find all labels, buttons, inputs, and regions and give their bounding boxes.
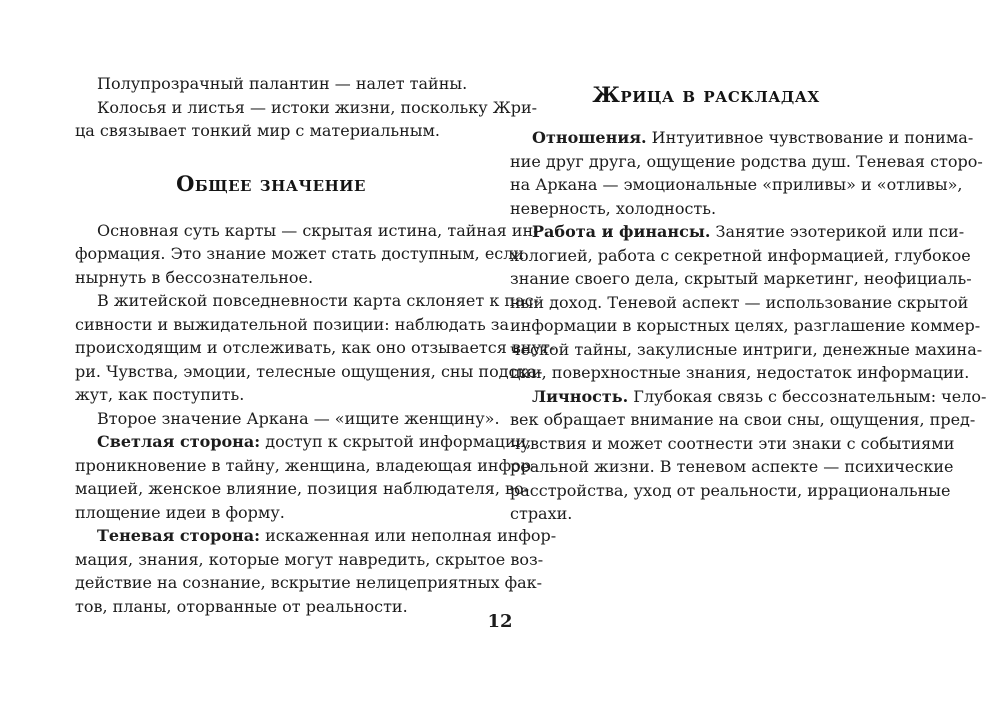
text-line: нырнуть в бессознательное.: [75, 267, 314, 287]
text-line: Основная суть карты — скрытая истина, тайная ин-: [97, 220, 539, 240]
text-line: ческой тайны, закулисные интриги, денежные махина-: [510, 339, 983, 359]
text-line: [510, 385, 987, 409]
text-line: неверность, холодность.: [510, 198, 717, 218]
text-run: доступ к скрытой информации,: [260, 432, 532, 451]
personality-label: Личность.: [532, 386, 629, 406]
text-line: [510, 126, 974, 150]
text-line: век обращает внимание на свои сны, ощущения, пред-: [510, 410, 976, 429]
text-line: формация. Это знание может стать доступным, если: [75, 244, 525, 263]
text-line: сивности и выжидательной позиции: наблюдать за: [75, 314, 510, 334]
text-line: чувствия и может соотнести эти знаки с событиями: [510, 433, 955, 453]
text-line: ца связывает тонкий мир с материальным.: [75, 121, 440, 140]
text-line: мация, знания, которые могут навредить, скрытое воз-: [75, 549, 544, 569]
work-finance-label: Работа и финансы.: [532, 222, 711, 241]
text-line: на Аркана — эмоциональные «приливы» и «отливы»,: [510, 175, 963, 194]
text-line: страхи.: [510, 504, 573, 523]
text-line: [75, 430, 532, 454]
relationships-label: Отношения.: [532, 128, 647, 147]
section-heading-priestess-in-spreads: Жрица в раскладах: [592, 82, 820, 107]
text-line: Полупрозрачный палантин — налет тайны.: [97, 74, 468, 93]
text-run: искаженная или неполная инфор-: [260, 526, 557, 545]
text-line: реальной жизни. В теневом аспекте — психические: [510, 457, 954, 476]
text-line: площение идеи в форму.: [75, 502, 285, 522]
text-line: хологией, работа с секретной информацией, глубокое: [510, 245, 971, 265]
text-line: проникновение в тайну, женщина, владеющая инфор-: [75, 455, 537, 475]
text-line: мацией, женское влияние, позиция наблюдателя, во-: [75, 479, 530, 498]
shadow-side-label: Теневая сторона:: [97, 526, 261, 545]
text-line: Второе значение Аркана — «ищите женщину».: [97, 408, 500, 428]
text-line: ние друг друга, ощущение родства душ. Теневая сторо-: [510, 151, 983, 171]
text-run: Глубокая связь с бессознательным: чело-: [628, 386, 987, 406]
text-run: Интуитивное чувствование и понима-: [646, 128, 974, 147]
text-line: [510, 220, 965, 244]
right-column: [510, 72, 987, 526]
page-number: 12: [487, 611, 513, 632]
text-line: информации в корыстных целях, разглашение коммер-: [510, 316, 981, 335]
text-line: жут, как поступить.: [75, 385, 245, 404]
text-line: происходящим и отслеживать, как оно отзывается внут-: [75, 338, 556, 357]
section-heading-general-meaning: Общее значение: [176, 170, 366, 196]
text-line: знание своего дела, скрытый маркетинг, неофициаль-: [510, 269, 972, 288]
text-line: действие на сознание, вскрытие нелицеприятных фак-: [75, 573, 543, 592]
text-line: Колосья и листья — истоки жизни, поскольку Жри-: [97, 97, 538, 117]
text-line: ный доход. Теневой аспект — использование скрытой: [510, 292, 969, 312]
text-line: расстройства, уход от реальности, иррациональные: [510, 480, 951, 500]
text-line: ри. Чувства, эмоции, телесные ощущения, сны подска-: [75, 361, 543, 381]
text-run: Занятие эзотерикой или пси-: [710, 222, 965, 241]
text-line: [75, 524, 557, 548]
text-line: ции, поверхностные знания, недостаток информации.: [510, 363, 970, 382]
text-line: В житейской повседневности карта склоняет к пас-: [97, 291, 539, 310]
light-side-label: Светлая сторона:: [97, 432, 261, 451]
text-line: тов, планы, оторванные от реальности.: [75, 596, 408, 616]
